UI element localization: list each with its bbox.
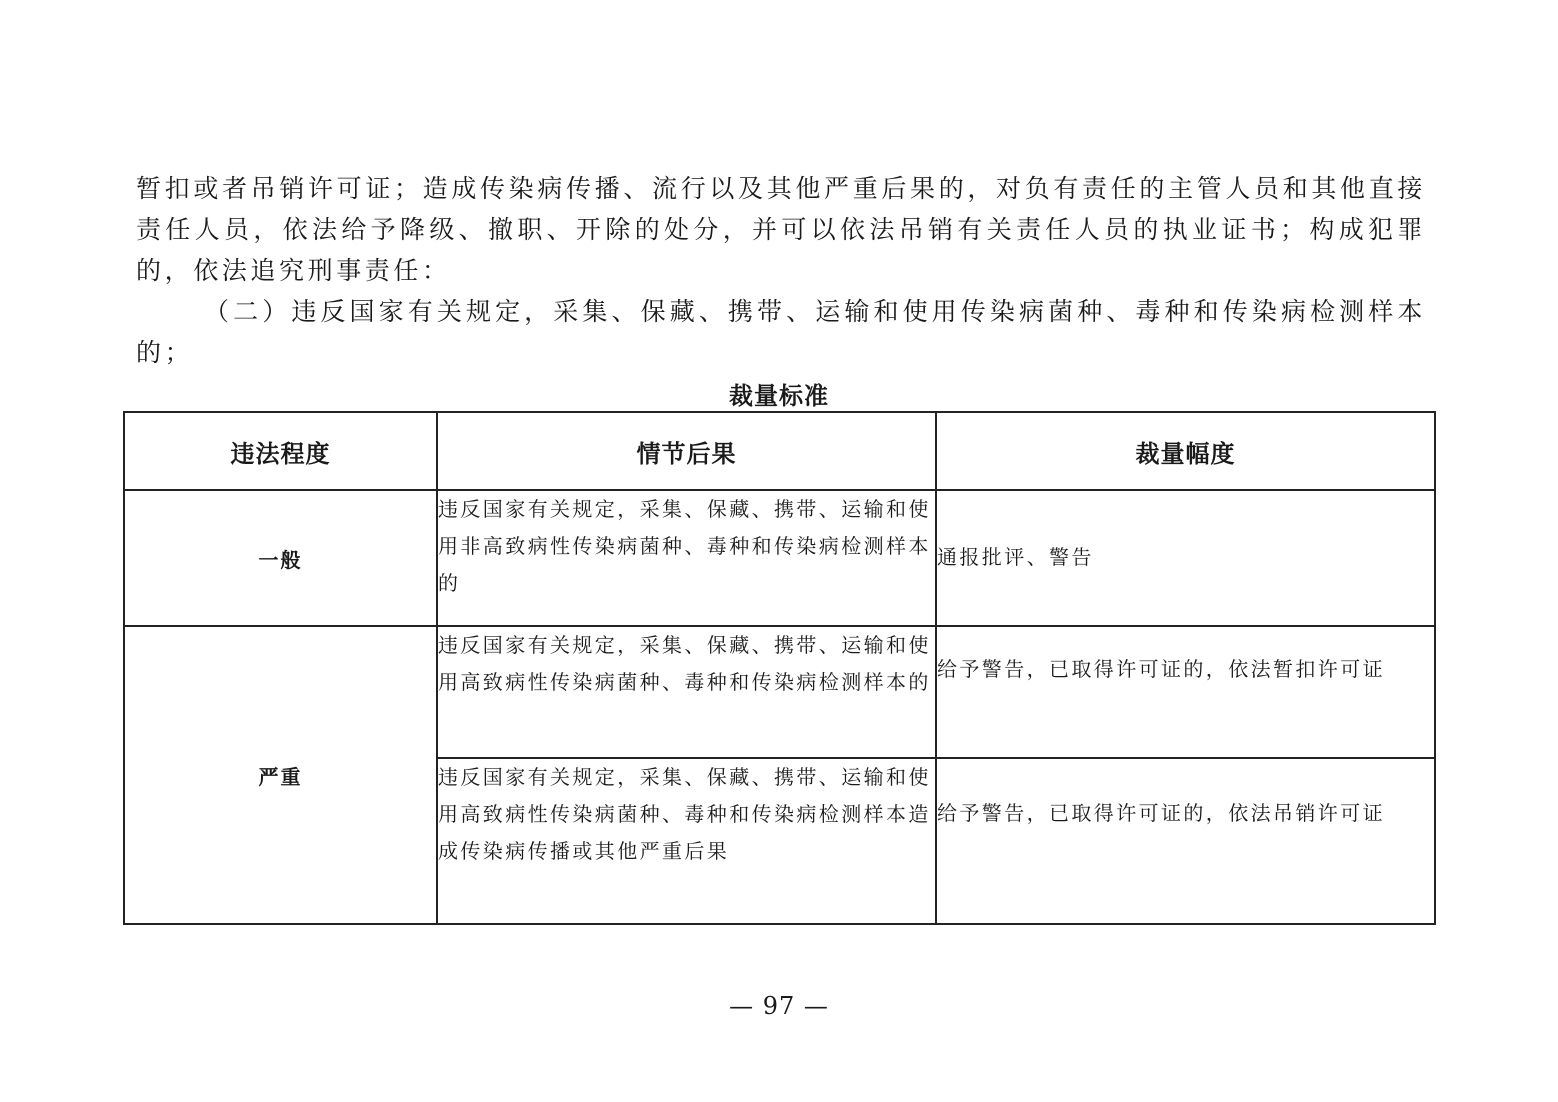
range-cell: 给予警告，已取得许可证的，依法暂扣许可证: [936, 626, 1435, 758]
header-violation-degree: 违法程度: [124, 412, 437, 490]
detail-cell: 违反国家有关规定，采集、保藏、携带、运输和使用高致病性传染病菌种、毒种和传染病检测样本造成传染病传播或其他严重后果: [437, 758, 936, 924]
page-number: — 97 —: [729, 992, 829, 1020]
discretion-standard-table: [123, 411, 1436, 925]
degree-cell-severe: 严重: [124, 626, 437, 924]
table-row: [124, 490, 1435, 626]
range-cell: 给予警告，已取得许可证的，依法吊销许可证: [936, 758, 1435, 924]
paragraph-item-2: （二）违反国家有关规定，采集、保藏、携带、运输和使用传染病菌种、毒种和传染病检测样本的；: [136, 297, 1426, 367]
detail-cell: 违反国家有关规定，采集、保藏、携带、运输和使用高致病性传染病菌种、毒种和传染病检测样本的: [437, 626, 936, 758]
table-title: 裁量标准: [729, 382, 829, 410]
table-header-row: [124, 412, 1435, 490]
degree-cell-general: 一般: [124, 490, 437, 626]
range-cell: 通报批评、警告: [936, 490, 1435, 626]
paragraph-continuation: 暂扣或者吊销许可证；造成传染病传播、流行以及其他严重后果的，对负有责任的主管人员和其他直接责任人员，依法给予降级、撤职、开除的处分，并可以依法吊销有关责任人员的执业证书；构成犯罪的，依法追究刑事责任：: [136, 174, 1426, 285]
header-circumstances: 情节后果: [437, 412, 936, 490]
table-row: [124, 626, 1435, 758]
detail-cell: 违反国家有关规定，采集、保藏、携带、运输和使用非高致病性传染病菌种、毒种和传染病检测样本的: [437, 490, 936, 626]
header-penalty-range: 裁量幅度: [936, 412, 1435, 490]
